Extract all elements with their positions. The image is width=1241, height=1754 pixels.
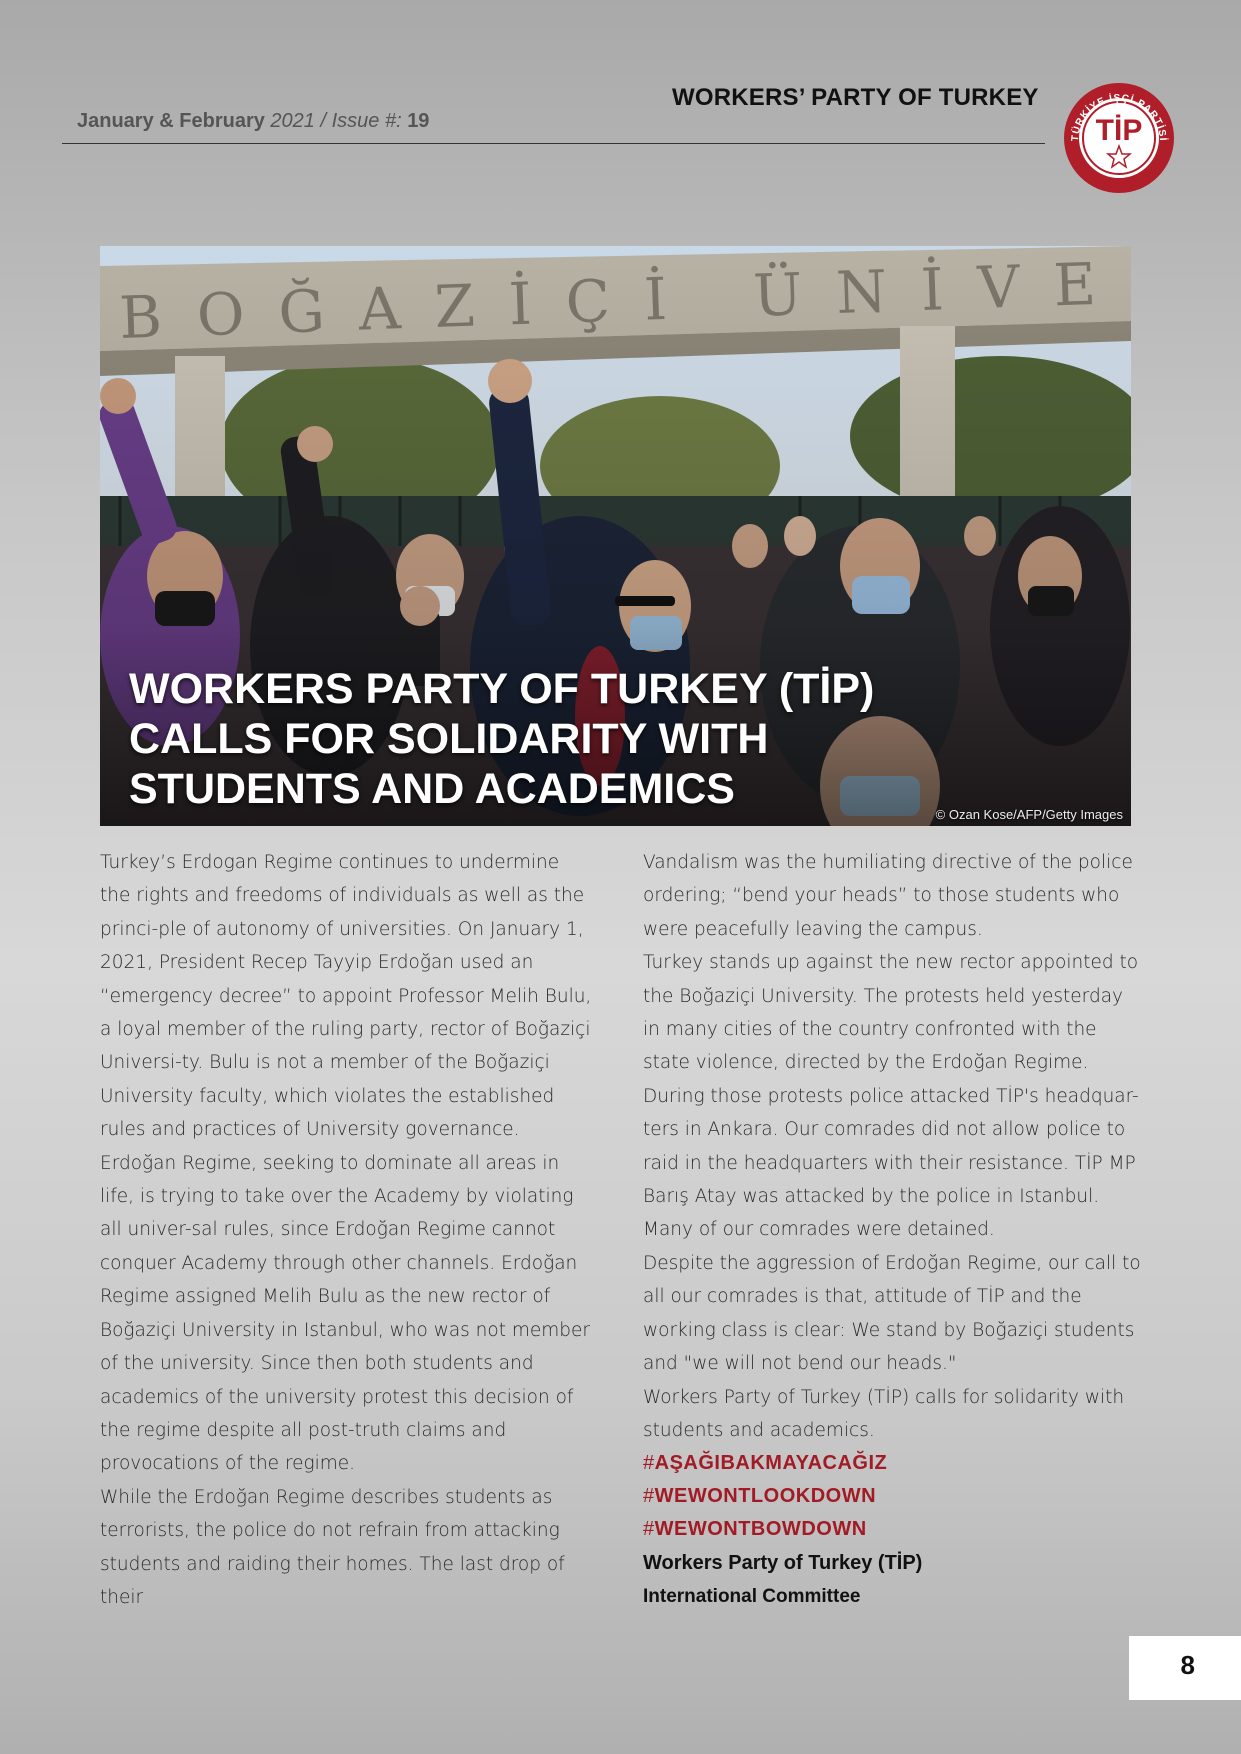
issue-number: 19 [407,110,430,132]
logo-ring-text: TÜRKİYE İŞÇİ PARTİSİ [1069,92,1169,142]
paragraph: Erdoğan Regime, seeking to dominate all areas in life, is trying to take over the Academy by violating all univer-sal rules, since Erdoğan Regime cannot conquer Academy through other channels. Erdoğan Regime assigned Melih Bulu as the new rector of Boğaziçi University in Istanbul, who was not member of the university. Since then both students and academics of the university protest this decision of the regime despite all post-truth claims and provocations of the regime. [100,1152,591,1475]
paragraph: Despite the aggression of Erdoğan Regime, our call to all our comrades is that, attitude of TİP and the working class is clear: We stand by Boğaziçi students and "we will not bend our heads." [643,1252,1141,1375]
headline-line-3: STUDENTS AND ACADEMICS [129,765,735,813]
paragraph: Turkey stands up against the new rector appointed to the Boğaziçi University. The protests held yesterday in many cities of the country confronted with the state violence, directed by the Erdoğan Regime. [643,952,1139,1074]
issue-date [77,110,429,133]
logo-monogram: TİP [1095,114,1143,147]
signature: Workers Party of Turkey (TİP) [643,1552,923,1575]
hero-image [100,246,1131,826]
issue-months: January & February [77,110,265,132]
paragraph: During those protests police attacked TİP's headquar-ters in Ankara. Our comrades did not allow police to raid in the headquarters with their resistance. TİP MP Barış Atay was attacked by the police in Istanbul. Many of our comrades were detained. [643,1085,1139,1241]
page-number: 8 [1180,1650,1195,1680]
article-column-left [100,846,595,1614]
hashtag-text: WEWONTBOWDOWN [654,1518,867,1541]
paragraph: Workers Party of Turkey (TİP) calls for solidarity with students and academics. [643,1386,1125,1441]
photo-credit: © Ozan Kose/AFP/Getty Images [935,807,1123,822]
header-divider [62,143,1045,144]
hashtag[interactable]: #WEWONTBOWDOWN [643,1518,867,1541]
tip-logo [1058,80,1180,196]
paragraph: While the Erdoğan Regime describes students as terrorists, the police do not refrain from attacking students and raiding their homes. The last drop of their [100,1486,565,1608]
issue-year: 2021 / Issue #: [270,110,402,132]
article-column-right [643,846,1143,1614]
hashtag[interactable]: #WEWONTLOOKDOWN [643,1485,877,1508]
hashtag[interactable]: #AŞAĞIBAKMAYACAĞIZ [643,1452,888,1475]
page-number-box [1129,1636,1241,1700]
paragraph: Vandalism was the humiliating directive of the police ordering; “bend your heads” to those students who were peacefully leaving the campus. [643,852,1133,940]
article-headline [129,664,1029,814]
publication-org-title: WORKERS’ PARTY OF TURKEY [672,84,1039,111]
headline-line-1: WORKERS PARTY OF TURKEY (TİP) [129,665,875,713]
signature-committee: International Committee [643,1586,861,1608]
paragraph: Turkey’s Erdogan Regime continues to undermine the rights and freedoms of individuals as well as the princi-ple of autonomy of universities. On January 1, 2021, President Recep Tayyip Erdoğan used an “emergency decree” to appoint Professor Melih Bulu, a loyal member of the ruling party, rector of Boğaziçi Universi-ty. Bulu is not a member of the Boğaziçi University faculty, which violates the established rules and practices of University governance. [100,852,592,1141]
hashtag-text: WEWONTLOOKDOWN [654,1485,877,1508]
headline-line-2: CALLS FOR SOLIDARITY WITH [129,715,769,763]
hashtag-text: AŞAĞIBAKMAYACAĞIZ [654,1452,888,1475]
